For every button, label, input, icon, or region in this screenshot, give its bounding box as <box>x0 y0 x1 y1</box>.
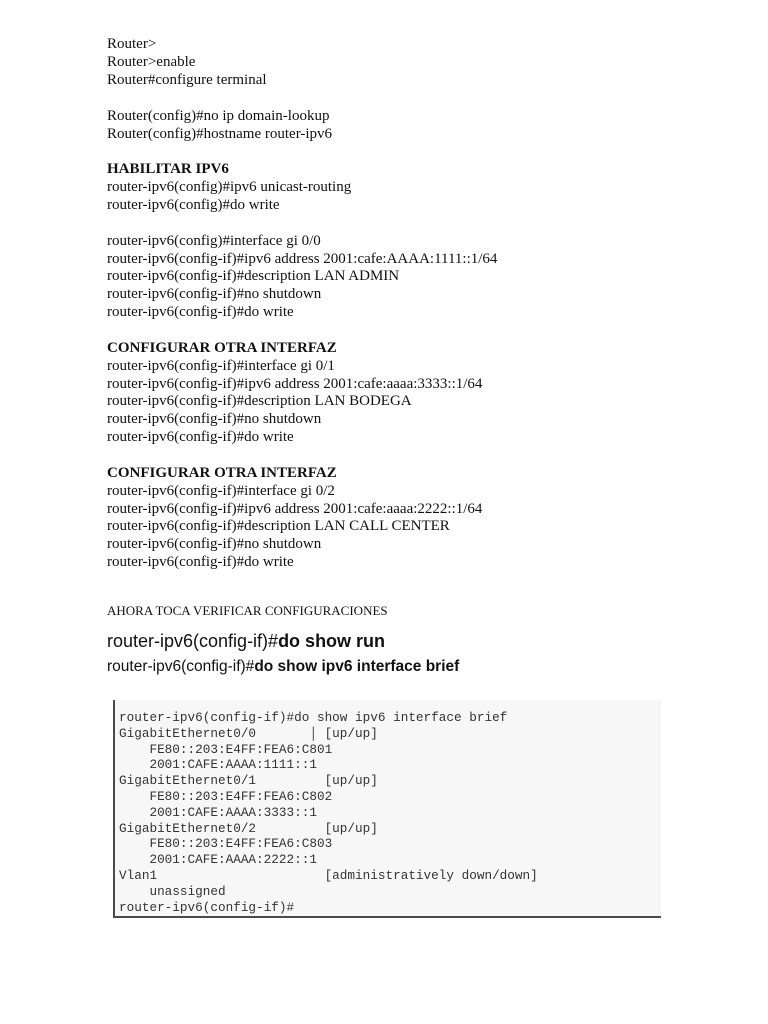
terminal-line: Vlan1 [administratively down/down] <box>119 867 538 883</box>
cli-line: router-ipv6(config-if)#do write <box>107 554 294 570</box>
cli-line: router-ipv6(config-if)#ipv6 address 2001:cafe:aaaa:2222::1/64 <box>107 501 483 517</box>
cli-line: router-ipv6(config-if)#no shutdown <box>107 411 322 427</box>
cli-line: router-ipv6(config-if)#description LAN BODEGA <box>107 393 412 409</box>
terminal-line: 2001:CAFE:AAAA:3333::1 <box>119 804 317 820</box>
cli-line: router-ipv6(config)#ipv6 unicast-routing <box>107 179 352 195</box>
terminal-line: router-ipv6(config-if)# <box>119 899 295 915</box>
terminal-line: 2001:CAFE:AAAA:1111::1 <box>119 757 317 773</box>
cli-line: router-ipv6(config-if)#no shutdown <box>107 536 322 552</box>
cli-line: router-ipv6(config-if)#ipv6 address 2001:cafe:AAAA:1111::1/64 <box>107 251 498 267</box>
terminal-line: router-ipv6(config-if)#do show ipv6 interface brief <box>119 710 508 725</box>
terminal-line: FE80::203:E4FF:FEA6:C803 <box>119 836 333 852</box>
terminal-line: unassigned <box>119 883 226 899</box>
command-prefix: router-ipv6(config-if)# <box>107 631 279 651</box>
section-heading: CONFIGURAR OTRA INTERFAZ <box>107 465 337 481</box>
cli-line: Router#configure terminal <box>107 72 267 88</box>
terminal-line: GigabitEthernet0/0 │ [up/up] <box>119 725 378 741</box>
cli-line: Router>enable <box>107 54 196 70</box>
terminal-line: 2001:CAFE:AAAA:2222::1 <box>119 852 317 868</box>
cli-line: router-ipv6(config-if)#description LAN CALL CENTER <box>107 518 450 534</box>
cli-line: Router(config)#no ip domain-lookup <box>107 108 330 124</box>
terminal-line: FE80::203:E4FF:FEA6:C802 <box>119 788 333 804</box>
command-prefix: router-ipv6(config-if)# <box>107 658 255 675</box>
terminal-line: GigabitEthernet0/1 [up/up] <box>119 773 378 789</box>
cli-line: Router> <box>107 36 157 52</box>
cli-line: router-ipv6(config)#do write <box>107 197 280 213</box>
terminal-output <box>113 700 661 918</box>
verify-command-show-ipv6 <box>107 658 459 676</box>
cli-line: router-ipv6(config-if)#ipv6 address 2001:cafe:aaaa:3333::1/64 <box>107 376 483 392</box>
cli-line: router-ipv6(config-if)#interface gi 0/1 <box>107 358 335 374</box>
cli-line: router-ipv6(config-if)#do write <box>107 304 294 320</box>
cli-line: router-ipv6(config-if)#no shutdown <box>107 286 322 302</box>
verify-command-show-run <box>107 633 385 651</box>
cli-line: router-ipv6(config-if)#description LAN ADMIN <box>107 268 400 284</box>
terminal-line: FE80::203:E4FF:FEA6:C801 <box>119 741 333 757</box>
verify-heading: AHORA TOCA VERIFICAR CONFIGURACIONES <box>107 603 388 618</box>
command-bold: do show ipv6 interface brief <box>254 658 460 675</box>
command-bold: do show run <box>278 631 386 651</box>
section-heading: CONFIGURAR OTRA INTERFAZ <box>107 340 337 356</box>
cli-line: router-ipv6(config-if)#interface gi 0/2 <box>107 483 335 499</box>
cli-line: Router(config)#hostname router-ipv6 <box>107 126 333 142</box>
section-heading: HABILITAR IPV6 <box>107 161 229 177</box>
cli-line: router-ipv6(config)#interface gi 0/0 <box>107 233 321 249</box>
cli-line: router-ipv6(config-if)#do write <box>107 429 294 445</box>
terminal-line: GigabitEthernet0/2 [up/up] <box>119 820 378 836</box>
